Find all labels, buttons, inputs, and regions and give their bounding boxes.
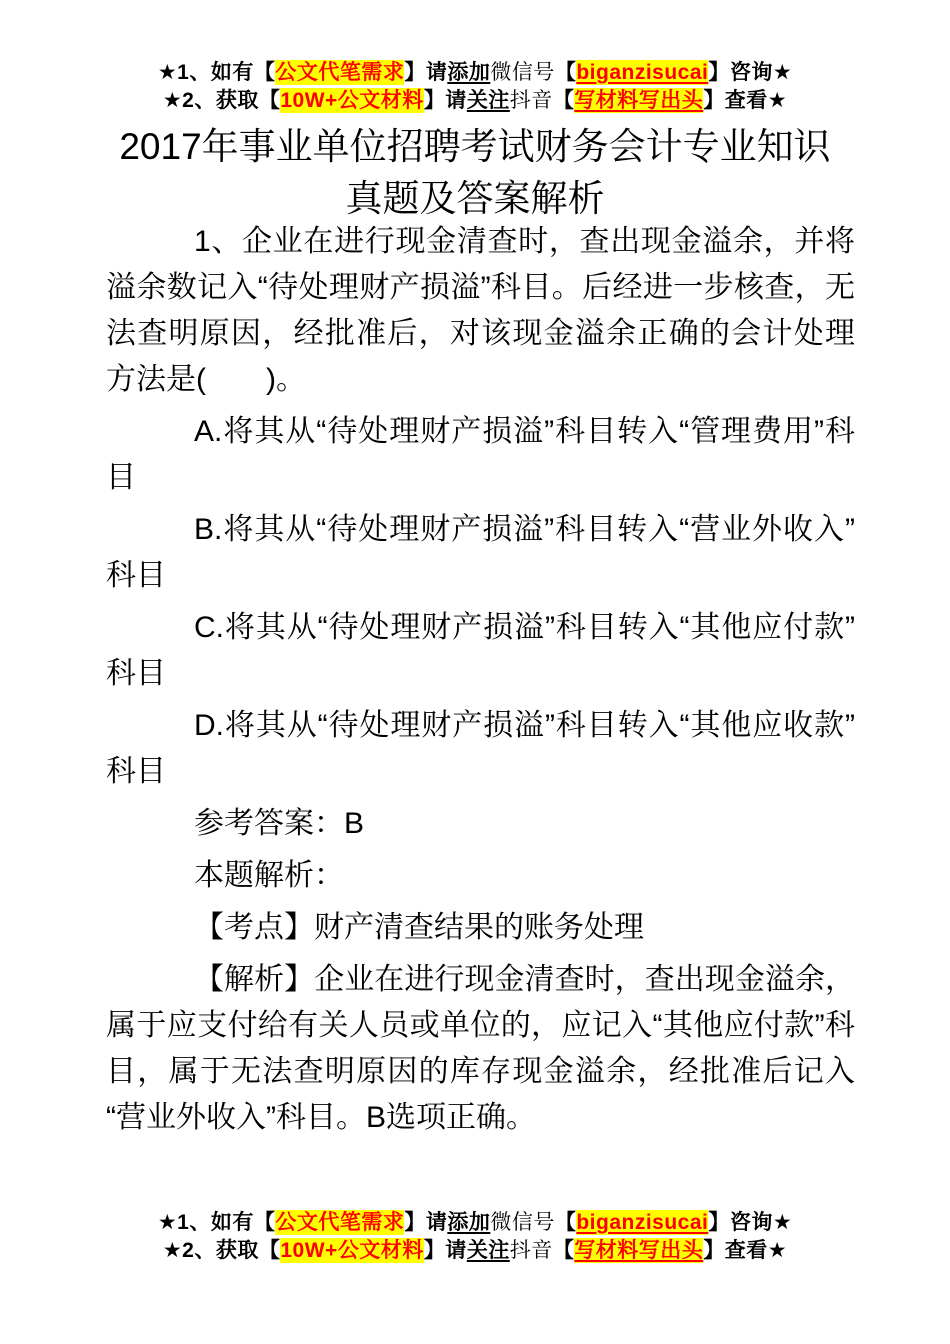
reference-answer: 参考答案：B: [194, 807, 365, 840]
banner-prefix: ★2、获取【: [162, 89, 281, 112]
banner-wechat-id: biganzisucai: [576, 1211, 709, 1234]
banner-wechat-label: 微信号: [490, 1211, 555, 1234]
banner-wechat-id: biganzisucai: [576, 61, 709, 84]
banner-bracket-text: 】请: [404, 61, 448, 84]
page-title: [0, 121, 950, 225]
banner-douyin-id: 写材料写出头: [574, 1239, 704, 1262]
banner-suffix: 】查看★: [703, 89, 788, 112]
promo-banner-top: [0, 59, 950, 115]
page-title-line-1: 2017年事业单位招聘考试财务会计专业知识: [119, 126, 831, 167]
banner-open-bracket: 【: [552, 89, 575, 112]
banner-open-bracket: 【: [554, 61, 577, 84]
banner-bottom-line-1: [0, 1209, 950, 1237]
banner-material-highlight: 10W+公文材料: [280, 1239, 424, 1262]
banner-material-highlight: 10W+公文材料: [280, 89, 424, 112]
banner-bottom-line-2: [0, 1237, 950, 1265]
banner-douyin-label: 抖音: [509, 1239, 553, 1262]
banner-open-bracket: 【: [552, 1239, 575, 1262]
banner-service-highlight: 公文代笔需求: [275, 1211, 405, 1234]
banner-bracket-text: 】请: [423, 1239, 467, 1262]
banner-prefix: ★1、如有【: [157, 1211, 276, 1234]
banner-service-highlight: 公文代笔需求: [275, 61, 405, 84]
banner-wechat-label: 微信号: [490, 61, 555, 84]
banner-follow-underlined: 关注: [466, 1239, 510, 1262]
banner-suffix: 】咨询★: [708, 1211, 793, 1234]
banner-prefix: ★1、如有【: [157, 61, 276, 84]
option-b: B.将其从“待处理财产损溢”科目转入“营业外收入”科目: [106, 513, 855, 592]
banner-bracket-text: 】请: [423, 89, 467, 112]
banner-top-line-2: [0, 87, 950, 115]
banner-add-underlined: 添加: [447, 1211, 491, 1234]
banner-top-line-1: [0, 59, 950, 87]
option-a: A.将其从“待处理财产损溢”科目转入“管理费用”科目: [106, 415, 855, 494]
banner-douyin-id: 写材料写出头: [574, 89, 704, 112]
option-d: D.将其从“待处理财产损溢”科目转入“其他应收款”科目: [106, 709, 855, 788]
banner-follow-underlined: 关注: [466, 89, 510, 112]
analysis-text: 【解析】企业在进行现金清查时，查出现金溢余，属于应支付给有关人员或单位的，应记入“其他应付款”科目，属于无法查明原因的库存现金溢余，经批准后记入“营业外收入”科目。B选项正确。: [106, 963, 855, 1134]
banner-bracket-text: 】请: [404, 1211, 448, 1234]
page-title-line-2: 真题及答案解析: [345, 178, 605, 219]
banner-douyin-label: 抖音: [509, 89, 553, 112]
banner-add-underlined: 添加: [447, 61, 491, 84]
question-content: [106, 219, 855, 1147]
analysis-heading: 本题解析：: [194, 859, 344, 892]
banner-prefix: ★2、获取【: [162, 1239, 281, 1262]
banner-suffix: 】咨询★: [708, 61, 793, 84]
key-point: 【考点】财产清查结果的账务处理: [194, 911, 644, 944]
banner-open-bracket: 【: [554, 1211, 577, 1234]
banner-suffix: 】查看★: [703, 1239, 788, 1262]
option-c: C.将其从“待处理财产损溢”科目转入“其他应付款”科目: [106, 611, 855, 690]
promo-banner-bottom: [0, 1209, 950, 1265]
question-stem: 1、企业在进行现金清查时，查出现金溢余，并将溢余数记入“待处理财产损溢”科目。后经进一步核查，无法查明原因，经批准后，对该现金溢余正确的会计处理方法是( )。: [106, 225, 855, 396]
